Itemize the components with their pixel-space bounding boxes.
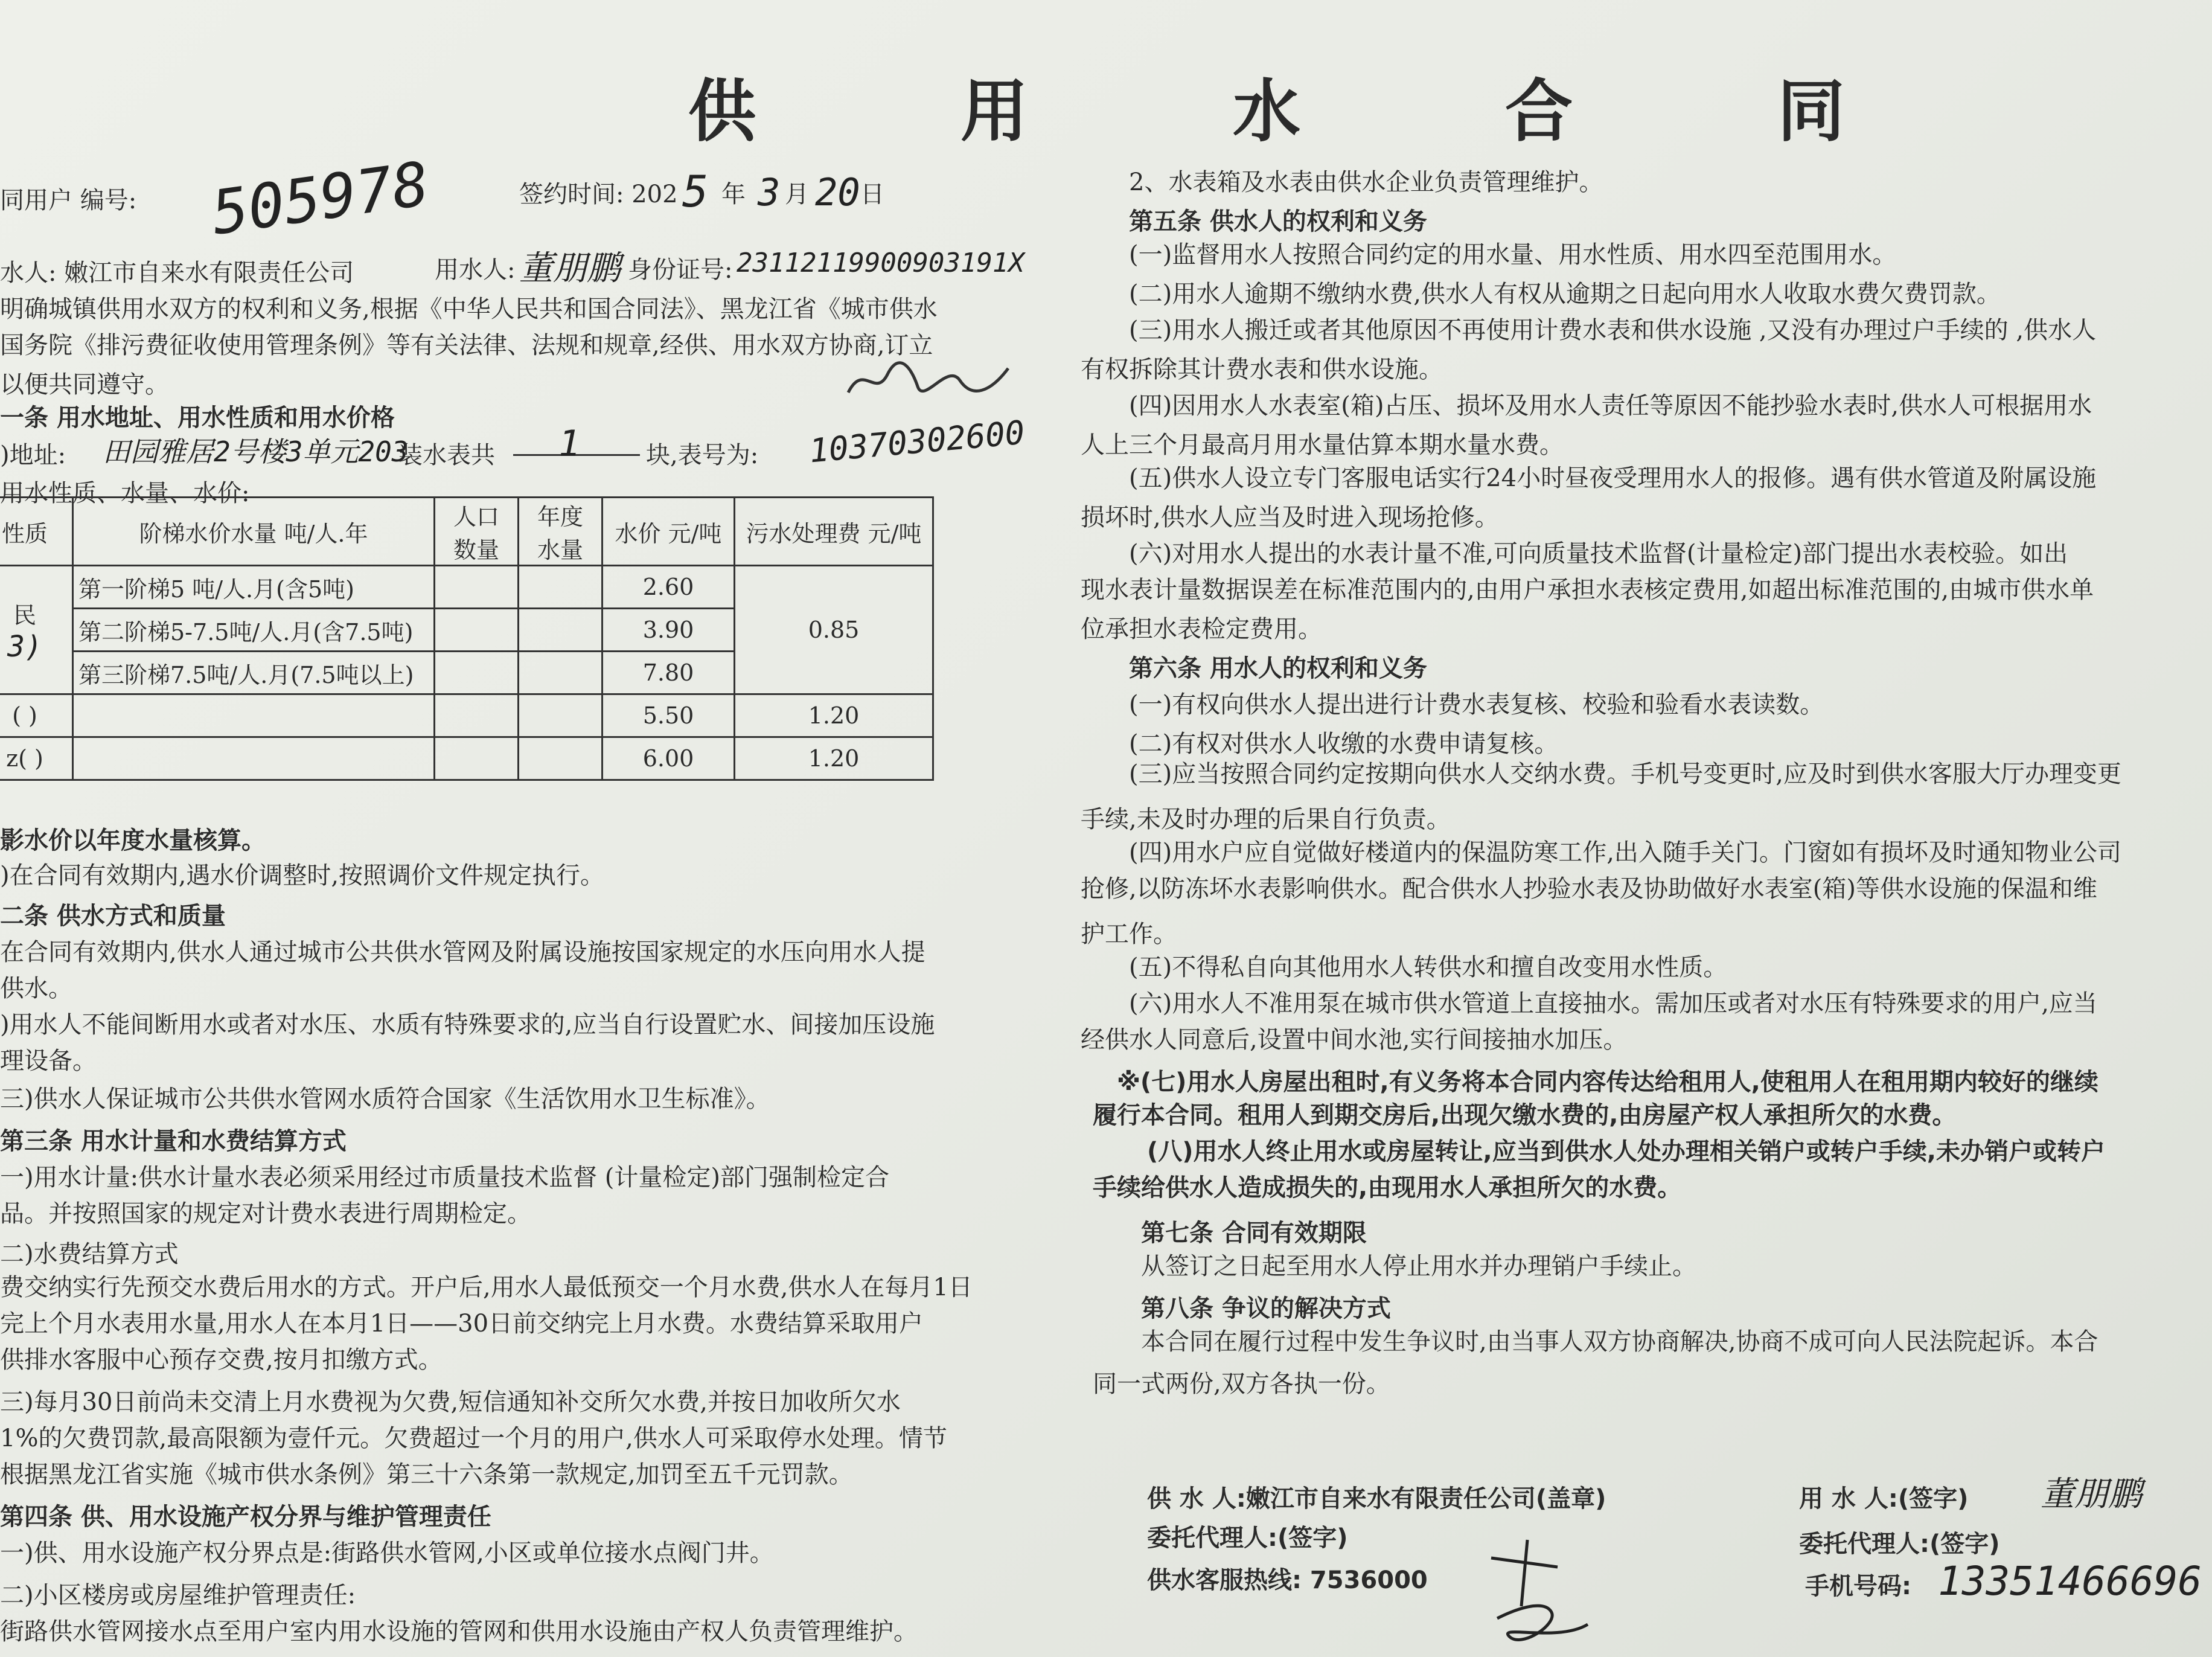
- article-1-title: 一条 用水地址、用水性质和用水价格: [0, 404, 395, 432]
- tier-2: 第二阶梯5-7.5吨/人.月(含7.5吨): [73, 609, 435, 652]
- r0: 2、水表箱及水表由供水企业负责管理维护。: [1129, 168, 1603, 196]
- a4-2: 二)小区楼房或房屋维护管理责任:: [0, 1582, 356, 1609]
- account-number: 505978: [207, 148, 433, 249]
- user-signature-name: 董朋鹏: [2041, 1475, 2142, 1514]
- a6-3a: (三)应当按照合同约定按期向供水人交纳水费。手机号变更时,应及时到供水客服大厅办理变更: [1129, 760, 2121, 788]
- sign-month: 3: [758, 170, 781, 214]
- a5-2: (二)用水人逾期不缴纳水费,供水人有权从逾期之日起向用水人收取水费欠费罚款。: [1129, 280, 2001, 308]
- tier-3-population: [435, 652, 519, 694]
- a5-3a: (三)用水人搬迁或者其他原因不再使用计费水表和供水设施 ,又没有办理过户手续的 ,供水人: [1129, 316, 2097, 344]
- a7: 从签订之日起至用水人停止用水并办理销户手续止。: [1141, 1252, 1696, 1280]
- footer-user: 用 水 人:(签字): [1799, 1485, 1969, 1513]
- tier-1-population: [435, 566, 519, 609]
- a5-4a: (四)因用水人水表室(箱)占压、损坏及用水人责任等原因不能抄验水表时,供水人可根据用水: [1129, 392, 2092, 420]
- footer-phone: 13351466696: [1938, 1558, 2202, 1604]
- row-4-tier: [73, 694, 435, 737]
- residential-label: 民 3): [0, 566, 73, 694]
- sign-date-label: 签约时间: 202: [519, 181, 678, 208]
- meter-no-label: 块,表号为:: [646, 441, 759, 469]
- a2-2a: )用水人不能间断用水或者对水压、水质有特殊要求的,应当自行设置贮水、间接加压设施: [0, 1011, 935, 1039]
- day-char: 日: [860, 181, 884, 208]
- user-label: 用水人:: [435, 256, 516, 284]
- tier-1: 第一阶梯5 吨/人.月(含5吨): [73, 566, 435, 609]
- a3-2b: 完上个月水表用水量,用水人在本月1日——30日前交纳完上月水费。水费结算采取用户: [0, 1310, 924, 1338]
- nature-line: 用水性质、水量、水价:: [0, 479, 250, 507]
- row-5-annual: [519, 737, 603, 780]
- header-population: 人口 数量: [435, 498, 519, 566]
- row-4-label: ( ): [0, 694, 73, 737]
- a3-3a: 三)每月30日前尚未交清上月水费视为欠费,短信通知补交所欠水费,并按日加收所欠水: [0, 1388, 901, 1416]
- tier-3-price: 7.80: [603, 652, 735, 694]
- intro-line-1: 明确城镇供用水双方的权利和义务,根据《中华人民共和国合同法》、黑龙江省《城市供水: [0, 295, 938, 323]
- header-price: 水价 元/吨: [603, 498, 735, 566]
- a5-6b: 现水表计量数据误差在标准范围内的,由用户承担水表核定费用,如超出标准范围的,由城市供水单: [1081, 576, 2094, 604]
- a6-1: (一)有权向供水人提出进行计费水表复核、校验和验看水表读数。: [1129, 691, 1824, 719]
- row-4-population: [435, 694, 519, 737]
- meter-count: 1: [558, 423, 581, 465]
- a3-2a: 费交纳实行先预交水费后用水的方式。开户后,用水人最低预交一个月水费,供水人在每月1日: [0, 1274, 973, 1301]
- year-char: 年: [721, 181, 746, 208]
- footer-agent-right: 委托代理人:(签字): [1799, 1530, 2000, 1558]
- a4-1: 一)供、用水设施产权分界点是:街路供水管网,小区或单位接水点阀门井。: [0, 1539, 774, 1567]
- a6-3b: 手续,未及时办理的后果自行负责。: [1081, 806, 1451, 833]
- residential-sewage: 0.85: [735, 566, 933, 694]
- footer-supplier: 供 水 人:嫩江市自来水有限责任公司(盖章): [1147, 1485, 1606, 1513]
- header-tier: 阶梯水价水量 吨/人.年: [73, 498, 435, 566]
- a8a: 本合同在履行过程中发生争议时,由当事人双方协商解决,协商不成可向人民法院起诉。本合: [1141, 1328, 2099, 1356]
- meter-number: 10370302600: [807, 413, 1026, 470]
- tier-2-annual: [519, 609, 603, 652]
- a6-5: (五)不得私自向其他用水人转供水和擅自改变用水性质。: [1129, 953, 1728, 981]
- a2-1a: 在合同有效期内,供水人通过城市公共供水管网及附属设施按国家规定的水压向用水人提: [0, 938, 925, 966]
- sign-year: 5: [682, 166, 709, 217]
- a6-2: (二)有权对供水人收缴的水费申请复核。: [1129, 730, 1559, 758]
- intro-line-2: 国务院《排污费征收使用管理条例》等有关法律、法规和规章,经供、用水双方协商,订立: [0, 332, 933, 359]
- row-4-price: 5.50: [603, 694, 735, 737]
- article-5-title: 第五条 供水人的权利和义务: [1129, 208, 1427, 236]
- header-nature: 性质: [0, 498, 73, 566]
- header-annual: 年度 水量: [519, 498, 603, 566]
- a6-6a: (六)用水人不准用泵在城市供水管道上直接抽水。需加压或者对水压有特殊要求的用户,应当: [1129, 990, 2097, 1018]
- intro-line-3: 以便共同遵守。: [0, 371, 169, 399]
- a2-1b: 供水。: [0, 975, 72, 1002]
- row-5-label: z( ): [0, 737, 73, 780]
- price-note: 影水价以年度水量核算。: [0, 827, 266, 854]
- a3-3b: 1%的欠费罚款,最高限额为壹仟元。欠费超过一个月的用户,供水人可采取停水处理。情节: [0, 1425, 947, 1452]
- tier-3-annual: [519, 652, 603, 694]
- a6-6b: 经供水人同意后,设置中间水池,实行间接抽水加压。: [1081, 1026, 1628, 1054]
- a6-4a: (四)用水户应自觉做好楼道内的保温防寒工作,出入随手关门。门窗如有损坏及时通知物业公司: [1129, 839, 2121, 867]
- footer-phone-label: 手机号码:: [1805, 1572, 1911, 1600]
- handwritten-scribble: [845, 356, 1014, 405]
- a5-3b: 有权拆除其计费水表和供水设施。: [1081, 356, 1443, 383]
- footer-agent-left: 委托代理人:(签字): [1147, 1524, 1348, 1552]
- sign-day: 20: [815, 170, 860, 214]
- id-label: 身份证号:: [628, 256, 733, 284]
- a6-7b: 履行本合同。租用人到期交房后,出现欠缴水费的,由房屋产权人承担所欠的水费。: [1093, 1101, 1957, 1129]
- tier-1-price: 2.60: [603, 566, 735, 609]
- supplier-line: 水人: 嫩江市自来水有限责任公司: [0, 259, 354, 287]
- article-2-title: 二条 供水方式和质量: [0, 902, 226, 930]
- a8b: 同一式两份,双方各执一份。: [1093, 1370, 1390, 1398]
- row-5-sewage: 1.20: [735, 737, 933, 780]
- a3-1b: 品。并按照国家的规定对计费水表进行周期检定。: [0, 1200, 531, 1228]
- row-5-population: [435, 737, 519, 780]
- a5-1: (一)监督用水人按照合同约定的用水量、用水性质、用水四至范围用水。: [1129, 241, 1897, 269]
- user-name-handwritten: 董朋鹏: [519, 249, 621, 288]
- article-7-title: 第七条 合同有效期限: [1141, 1219, 1367, 1247]
- tier-1-annual: [519, 566, 603, 609]
- tier-2-price: 3.90: [603, 609, 735, 652]
- article-6-title: 第六条 用水人的权利和义务: [1129, 655, 1427, 682]
- a2-3: 三)供水人保证城市公共供水管网水质符合国家《生活饮用水卫生标准》。: [0, 1085, 770, 1113]
- article-4-title: 第四条 供、用水设施产权分界与维护管理责任: [0, 1503, 491, 1531]
- footer-hotline: 供水客服热线: 7536000: [1147, 1566, 1428, 1594]
- a3-3c: 根据黑龙江省实施《城市供水条例》第三十六条第一款规定,加罚至五千元罚款。: [0, 1461, 853, 1489]
- a4-3: 街路供水管网接水点至用户室内用水设施的管网和供用水设施由产权人负责管理维护。: [0, 1618, 918, 1646]
- a6-7a: ※(七)用水人房屋出租时,有义务将本合同内容传达给租用人,使租用人在租用期内较好的继续: [1117, 1068, 2099, 1096]
- price-adjust: )在合同有效期内,遇水价调整时,按照调价文件规定执行。: [0, 862, 605, 889]
- a5-6a: (六)对用水人提出的水表计量不准,可向质量技术监督(计量检定)部门提出水表校验。如出: [1129, 540, 2068, 568]
- article-3-title: 第三条 用水计量和水费结算方式: [0, 1127, 347, 1155]
- month-char: 月: [785, 181, 809, 208]
- a6-4b: 抢修,以防冻坏水表影响供水。配合供水人抄验水表及协助做好水表室(箱)等供水设施的保温和维: [1081, 875, 2097, 903]
- account-label: 同用户 编号:: [0, 187, 137, 214]
- agent-signature: [1473, 1534, 1594, 1655]
- a5-5b: 损坏时,供水人应当及时进入现场抢修。: [1081, 504, 1499, 531]
- tier-3: 第三阶梯7.5吨/人.月(7.5吨以上): [73, 652, 435, 694]
- row-4-annual: [519, 694, 603, 737]
- header-sewage: 污水处理费 元/吨: [735, 498, 933, 566]
- tier-2-population: [435, 609, 519, 652]
- a6-8a: (八)用水人终止用水或房屋转让,应当到供水人处办理相关销户或转户手续,未办销户或转户: [1147, 1138, 2105, 1165]
- a3-2: 二)水费结算方式: [0, 1240, 179, 1268]
- address-value: 田园雅居2号楼3单元203: [103, 435, 409, 468]
- address-label: )地址:: [0, 441, 66, 469]
- a6-8b: 手续给供水人造成损失的,由现用水人承担所欠的水费。: [1093, 1174, 1682, 1202]
- a5-4b: 人上三个月最高月用水量估算本期水量水费。: [1081, 431, 1564, 459]
- a3-1a: 一)用水计量:供水计量水表必须采用经过市质量技术监督 (计量检定)部门强制检定合: [0, 1164, 890, 1191]
- a6-4c: 护工作。: [1081, 920, 1177, 948]
- row-5-price: 6.00: [603, 737, 735, 780]
- id-number: 23112119900903191X: [737, 248, 1024, 278]
- a5-6c: 位承担水表检定费用。: [1081, 615, 1322, 643]
- water-rate-table: [0, 496, 934, 781]
- row-4-sewage: 1.20: [735, 694, 933, 737]
- a2-2b: 理设备。: [0, 1047, 97, 1075]
- meter-count-label: 装水表共: [398, 441, 495, 469]
- a5-5a: (五)供水人设立专门客服电话实行24小时昼夜受理用水人的报修。遇有供水管道及附属设施: [1129, 464, 2097, 492]
- document-title: 供 用 水 合 同: [688, 72, 1936, 151]
- a3-2c: 供排水客服中心预存交费,按月扣缴方式。: [0, 1346, 443, 1374]
- article-8-title: 第八条 争议的解决方式: [1141, 1295, 1391, 1322]
- row-5-tier: [73, 737, 435, 780]
